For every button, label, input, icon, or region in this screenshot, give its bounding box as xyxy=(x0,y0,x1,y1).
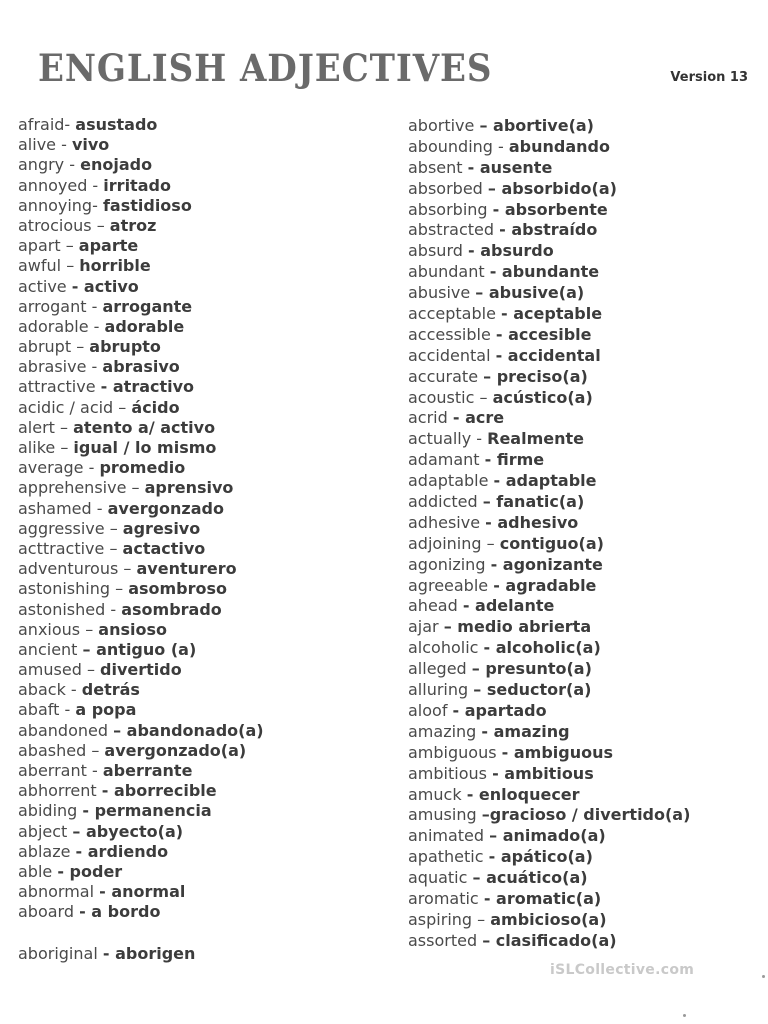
spanish-translation: aparte xyxy=(78,236,139,256)
spanish-translation: - adhesivo xyxy=(485,512,579,532)
english-word: abrasive - xyxy=(18,357,103,377)
english-word: ashamed - xyxy=(18,498,108,518)
vocab-entry xyxy=(408,785,690,806)
spanish-translation: – medio abrierta xyxy=(443,617,592,637)
vocab-entry xyxy=(408,638,690,659)
vocab-entry xyxy=(18,357,264,377)
english-word: agreeable xyxy=(408,575,494,595)
version-label: Version 13 xyxy=(670,70,748,85)
spanish-translation: - adaptable xyxy=(493,471,597,491)
english-word: alive - xyxy=(18,135,72,155)
spanish-translation: ácido xyxy=(131,397,180,417)
english-word: absurd xyxy=(408,241,468,261)
vocab-entry xyxy=(408,701,690,722)
english-word: abandoned xyxy=(18,720,114,740)
english-word: accurate xyxy=(408,366,484,386)
vocab-entry xyxy=(408,262,690,283)
english-word: abrupt – xyxy=(18,337,90,357)
vocab-entry xyxy=(18,277,264,297)
english-word: amusing xyxy=(408,805,482,825)
english-word: atrocious – xyxy=(18,215,110,235)
english-word: adventurous – xyxy=(18,559,137,579)
spanish-translation: – presunto(a) xyxy=(471,659,592,679)
vocab-entry xyxy=(18,944,264,964)
english-word: acoustic – xyxy=(408,387,493,407)
spanish-translation: - abstraído xyxy=(499,220,598,240)
spanish-translation: - aborrecible xyxy=(101,781,217,801)
english-word: addicted xyxy=(408,492,483,512)
english-word: aboard xyxy=(18,902,80,922)
vocab-entry xyxy=(18,882,264,902)
spanish-translation: - aromatic(a) xyxy=(483,888,602,908)
english-word: ablaze xyxy=(18,841,76,861)
spanish-translation: aprensivo xyxy=(144,478,234,498)
spanish-translation: irritado xyxy=(103,175,171,195)
english-word: annoying- xyxy=(18,195,103,215)
spanish-translation: - atractivo xyxy=(100,377,195,397)
english-word: aggressive – xyxy=(18,518,123,538)
vocab-entry xyxy=(408,220,690,241)
english-word: astonished - xyxy=(18,599,122,619)
left-vocabulary-column xyxy=(18,115,264,964)
english-word: apprehensive – xyxy=(18,478,145,498)
vocab-entry xyxy=(18,842,264,862)
vocab-entry xyxy=(18,741,264,761)
english-word: ahead xyxy=(408,596,463,616)
vocab-entry xyxy=(18,317,264,337)
right-vocabulary-column xyxy=(408,116,690,952)
vocab-entry xyxy=(408,534,690,555)
spanish-translation: – acuático(a) xyxy=(472,868,588,888)
spanish-translation: - apático(a) xyxy=(488,847,593,867)
spanish-translation: a popa xyxy=(75,700,137,720)
spanish-translation: –gracioso / divertido(a) xyxy=(481,805,691,825)
english-word: abject xyxy=(18,821,73,841)
decorative-dot xyxy=(762,975,765,978)
vocab-entry xyxy=(408,304,690,325)
spanish-translation: - anormal xyxy=(99,882,186,902)
page-title: ENGLISH ADJECTIVES xyxy=(38,46,493,90)
spanish-translation: acústico(a) xyxy=(492,387,593,407)
vocab-entry xyxy=(408,596,690,617)
vocab-entry xyxy=(18,176,264,196)
english-word: acttractive – xyxy=(18,538,123,558)
vocab-entry xyxy=(408,116,690,137)
english-word: actually - xyxy=(408,429,488,449)
spanish-translation: – fanatic(a) xyxy=(482,492,585,512)
spanish-translation: – absorbido(a) xyxy=(487,178,617,198)
vocab-entry xyxy=(408,325,690,346)
english-word: abhorrent xyxy=(18,781,102,801)
english-word: astonishing – xyxy=(18,579,129,599)
spanish-translation: - permanencia xyxy=(82,801,212,821)
vocab-entry xyxy=(408,283,690,304)
vocab-entry xyxy=(18,660,264,680)
english-word: acidic / acid – xyxy=(18,397,132,417)
vocab-entry xyxy=(18,539,264,559)
spanish-translation: - activo xyxy=(71,276,139,296)
vocab-entry xyxy=(18,337,264,357)
vocab-entry xyxy=(408,158,690,179)
english-word: ambitious xyxy=(408,763,493,783)
vocab-entry xyxy=(18,902,264,922)
vocab-entry xyxy=(18,256,264,276)
vocab-entry xyxy=(18,155,264,175)
spanish-translation: asombrado xyxy=(121,599,222,619)
english-word: adorable - xyxy=(18,316,105,336)
spanish-translation: – preciso(a) xyxy=(483,366,588,386)
english-word: alert – xyxy=(18,417,74,437)
vocab-entry xyxy=(408,931,690,952)
vocab-entry xyxy=(18,721,264,741)
english-word: attractive xyxy=(18,377,101,397)
english-word: able xyxy=(18,861,58,881)
spanish-translation: arrogante xyxy=(102,296,193,316)
english-word: acrid xyxy=(408,408,453,428)
english-word: anxious – xyxy=(18,619,99,639)
english-word: aloof xyxy=(408,700,453,720)
english-word: amuck xyxy=(408,784,467,804)
vocab-entry xyxy=(18,640,264,660)
spanish-translation: - ambiguous xyxy=(501,742,614,762)
vocab-entry xyxy=(408,513,690,534)
vocab-entry xyxy=(408,137,690,158)
spanish-translation: vivo xyxy=(71,135,110,155)
vocab-entry xyxy=(408,910,690,931)
spanish-translation: abundando xyxy=(508,136,610,156)
english-word: ancient xyxy=(18,639,83,659)
vocab-entry xyxy=(408,408,690,429)
vocab-entry xyxy=(408,241,690,262)
spanish-translation: – abusive(a) xyxy=(475,283,585,303)
vocab-entry xyxy=(408,805,690,826)
spanish-translation: asustado xyxy=(75,115,158,134)
vocab-entry xyxy=(408,847,690,868)
english-word: active xyxy=(18,276,72,296)
vocab-entry xyxy=(408,889,690,910)
english-word: absorbed xyxy=(408,178,488,198)
spanish-translation: – animado(a) xyxy=(489,826,606,846)
spanish-translation: fastidioso xyxy=(102,195,192,215)
spanish-translation: - aborigen xyxy=(102,943,196,963)
vocab-entry xyxy=(18,761,264,781)
spanish-translation: - agonizante xyxy=(490,554,603,574)
spanish-translation: atento a/ activo xyxy=(73,417,216,437)
english-word: amused – xyxy=(18,660,101,680)
english-word: abusive xyxy=(408,283,476,303)
spanish-translation: horrible xyxy=(79,256,151,276)
vocab-entry xyxy=(408,826,690,847)
english-word: absent xyxy=(408,157,468,177)
vocab-entry xyxy=(18,216,264,236)
english-word: abnormal xyxy=(18,882,100,902)
vocab-entry xyxy=(18,862,264,882)
vocab-entry xyxy=(18,438,264,458)
english-word: adaptable xyxy=(408,471,494,491)
english-word: ambiguous xyxy=(408,742,502,762)
english-word: apart – xyxy=(18,236,79,256)
vocab-entry xyxy=(18,620,264,640)
vocab-entry xyxy=(408,617,690,638)
english-word: abashed – xyxy=(18,740,105,760)
spanish-translation: contiguo(a) xyxy=(499,533,604,553)
english-word: angry - xyxy=(18,155,81,175)
vocab-entry xyxy=(408,367,690,388)
vocab-entry xyxy=(408,179,690,200)
spanish-translation: – abandonado(a) xyxy=(113,720,264,740)
vocab-entry xyxy=(408,680,690,701)
english-word: abounding - xyxy=(408,136,509,156)
spanish-translation: - adelante xyxy=(462,596,555,616)
decorative-dot xyxy=(683,1014,686,1017)
vocab-entry xyxy=(408,722,690,743)
spanish-translation: - accesible xyxy=(495,324,592,344)
vocab-entry xyxy=(408,471,690,492)
vocab-entry xyxy=(18,700,264,720)
english-word: aquatic xyxy=(408,868,473,888)
english-word: amazing xyxy=(408,721,482,741)
spanish-translation: - amazing xyxy=(481,721,570,741)
spanish-translation: igual / lo mismo xyxy=(73,438,217,457)
spanish-translation: - ambitious xyxy=(492,763,594,783)
english-word: adamant xyxy=(408,450,485,470)
spanish-translation: actactivo xyxy=(122,538,206,558)
vocab-entry xyxy=(18,236,264,256)
vocab-entry xyxy=(18,680,264,700)
vocab-entry xyxy=(18,499,264,519)
english-word: aback - xyxy=(18,680,82,700)
english-word: accidental xyxy=(408,345,496,365)
english-word: annoyed - xyxy=(18,175,104,195)
spanish-translation: adorable xyxy=(104,316,185,336)
vocab-entry xyxy=(18,822,264,842)
english-word: ajar xyxy=(408,617,444,637)
vocab-entry xyxy=(18,377,264,397)
watermark: iSLCollective.com xyxy=(550,962,695,978)
spanish-translation: detrás xyxy=(81,680,140,700)
spanish-translation: – abyecto(a) xyxy=(72,821,184,841)
spanish-translation: promedio xyxy=(99,458,186,478)
spanish-translation: - acre xyxy=(452,408,505,428)
english-word: aspiring – xyxy=(408,909,491,929)
spanish-translation: avergonzado xyxy=(107,498,224,518)
spanish-translation: - aceptable xyxy=(501,304,603,324)
english-word: arrogant - xyxy=(18,296,103,316)
spanish-translation: – abortive(a) xyxy=(479,116,594,135)
spanish-translation: - ardiendo xyxy=(75,841,169,861)
english-word: aromatic xyxy=(408,888,484,908)
spanish-translation: - apartado xyxy=(452,700,547,720)
english-word: alleged xyxy=(408,659,472,679)
vocab-entry xyxy=(18,115,264,135)
english-word: absorbing xyxy=(408,199,493,219)
spanish-translation: - accidental xyxy=(495,345,601,365)
english-word: adjoining – xyxy=(408,533,500,553)
english-word: apathetic xyxy=(408,847,489,867)
vocab-entry xyxy=(18,135,264,155)
spanish-translation: enojado xyxy=(80,155,153,175)
english-word: agonizing xyxy=(408,554,491,574)
spanish-translation: - abundante xyxy=(489,262,600,282)
vocab-entry xyxy=(408,492,690,513)
english-word: aboriginal xyxy=(18,943,103,963)
spanish-translation: ambicioso(a) xyxy=(490,909,607,929)
vocab-entry xyxy=(18,418,264,438)
vocab-entry xyxy=(18,478,264,498)
spanish-translation: agresivo xyxy=(122,518,201,538)
vocab-entry xyxy=(18,458,264,478)
vocab-entry xyxy=(18,196,264,216)
spanish-translation: abrupto xyxy=(89,337,161,357)
vocab-entry xyxy=(18,600,264,620)
english-word: afraid- xyxy=(18,115,76,134)
english-word: accessible xyxy=(408,324,496,344)
vocab-entry xyxy=(408,429,690,450)
vocab-entry xyxy=(408,743,690,764)
vocab-entry xyxy=(408,555,690,576)
english-word: abundant xyxy=(408,262,490,282)
spanish-translation: asombroso xyxy=(128,579,228,599)
spanish-translation: - firme xyxy=(484,450,545,470)
english-word: alike – xyxy=(18,438,74,457)
vocab-entry xyxy=(18,801,264,821)
vocab-entry xyxy=(408,659,690,680)
vocab-entry xyxy=(18,519,264,539)
english-word: abaft - xyxy=(18,700,76,720)
vocab-entry xyxy=(408,764,690,785)
spanish-translation: atroz xyxy=(109,215,157,235)
vocab-entry xyxy=(408,868,690,889)
spanish-translation: - ausente xyxy=(467,157,553,177)
spanish-translation: ansioso xyxy=(98,619,167,639)
vocab-entry xyxy=(408,200,690,221)
vocab-entry xyxy=(408,346,690,367)
vocab-entry xyxy=(18,398,264,418)
spanish-translation: divertido xyxy=(100,660,182,680)
vocab-entry xyxy=(18,781,264,801)
vocab-entry xyxy=(408,450,690,471)
spanish-translation: aventurero xyxy=(136,559,237,579)
english-word: abiding xyxy=(18,801,83,821)
spanish-translation: avergonzado(a) xyxy=(104,740,247,760)
spanish-translation: aberrante xyxy=(102,761,193,780)
spanish-translation: - enloquecer xyxy=(466,784,580,804)
spanish-translation: - poder xyxy=(57,861,123,881)
spanish-translation: – clasificado(a) xyxy=(482,930,617,950)
english-word: awful – xyxy=(18,256,80,276)
english-word: animated xyxy=(408,826,490,846)
spanish-translation: - a bordo xyxy=(79,902,161,922)
english-word: alluring xyxy=(408,680,474,700)
english-word: adhesive xyxy=(408,512,486,532)
english-word: alcoholic xyxy=(408,638,484,658)
spanish-translation: – seductor(a) xyxy=(473,680,592,700)
spanish-translation: abrasivo xyxy=(102,357,180,377)
spanish-translation: - alcoholic(a) xyxy=(483,638,601,658)
spanish-translation: - agradable xyxy=(493,575,597,595)
vocab-entry xyxy=(408,576,690,597)
vocab-entry xyxy=(18,297,264,317)
spanish-translation: Realmente xyxy=(487,429,584,449)
english-word: abstracted xyxy=(408,220,500,240)
spanish-translation: - absorbente xyxy=(492,199,608,219)
english-word: assorted xyxy=(408,930,483,950)
english-word: abortive xyxy=(408,116,480,135)
vocab-entry xyxy=(18,559,264,579)
spanish-translation: - absurdo xyxy=(467,241,554,261)
vocab-entry xyxy=(408,388,690,409)
spanish-translation: – antiguo (a) xyxy=(82,639,197,659)
vocab-entry xyxy=(18,579,264,599)
english-word: aberrant - xyxy=(18,761,103,780)
english-word: acceptable xyxy=(408,304,502,324)
english-word: average - xyxy=(18,458,100,478)
